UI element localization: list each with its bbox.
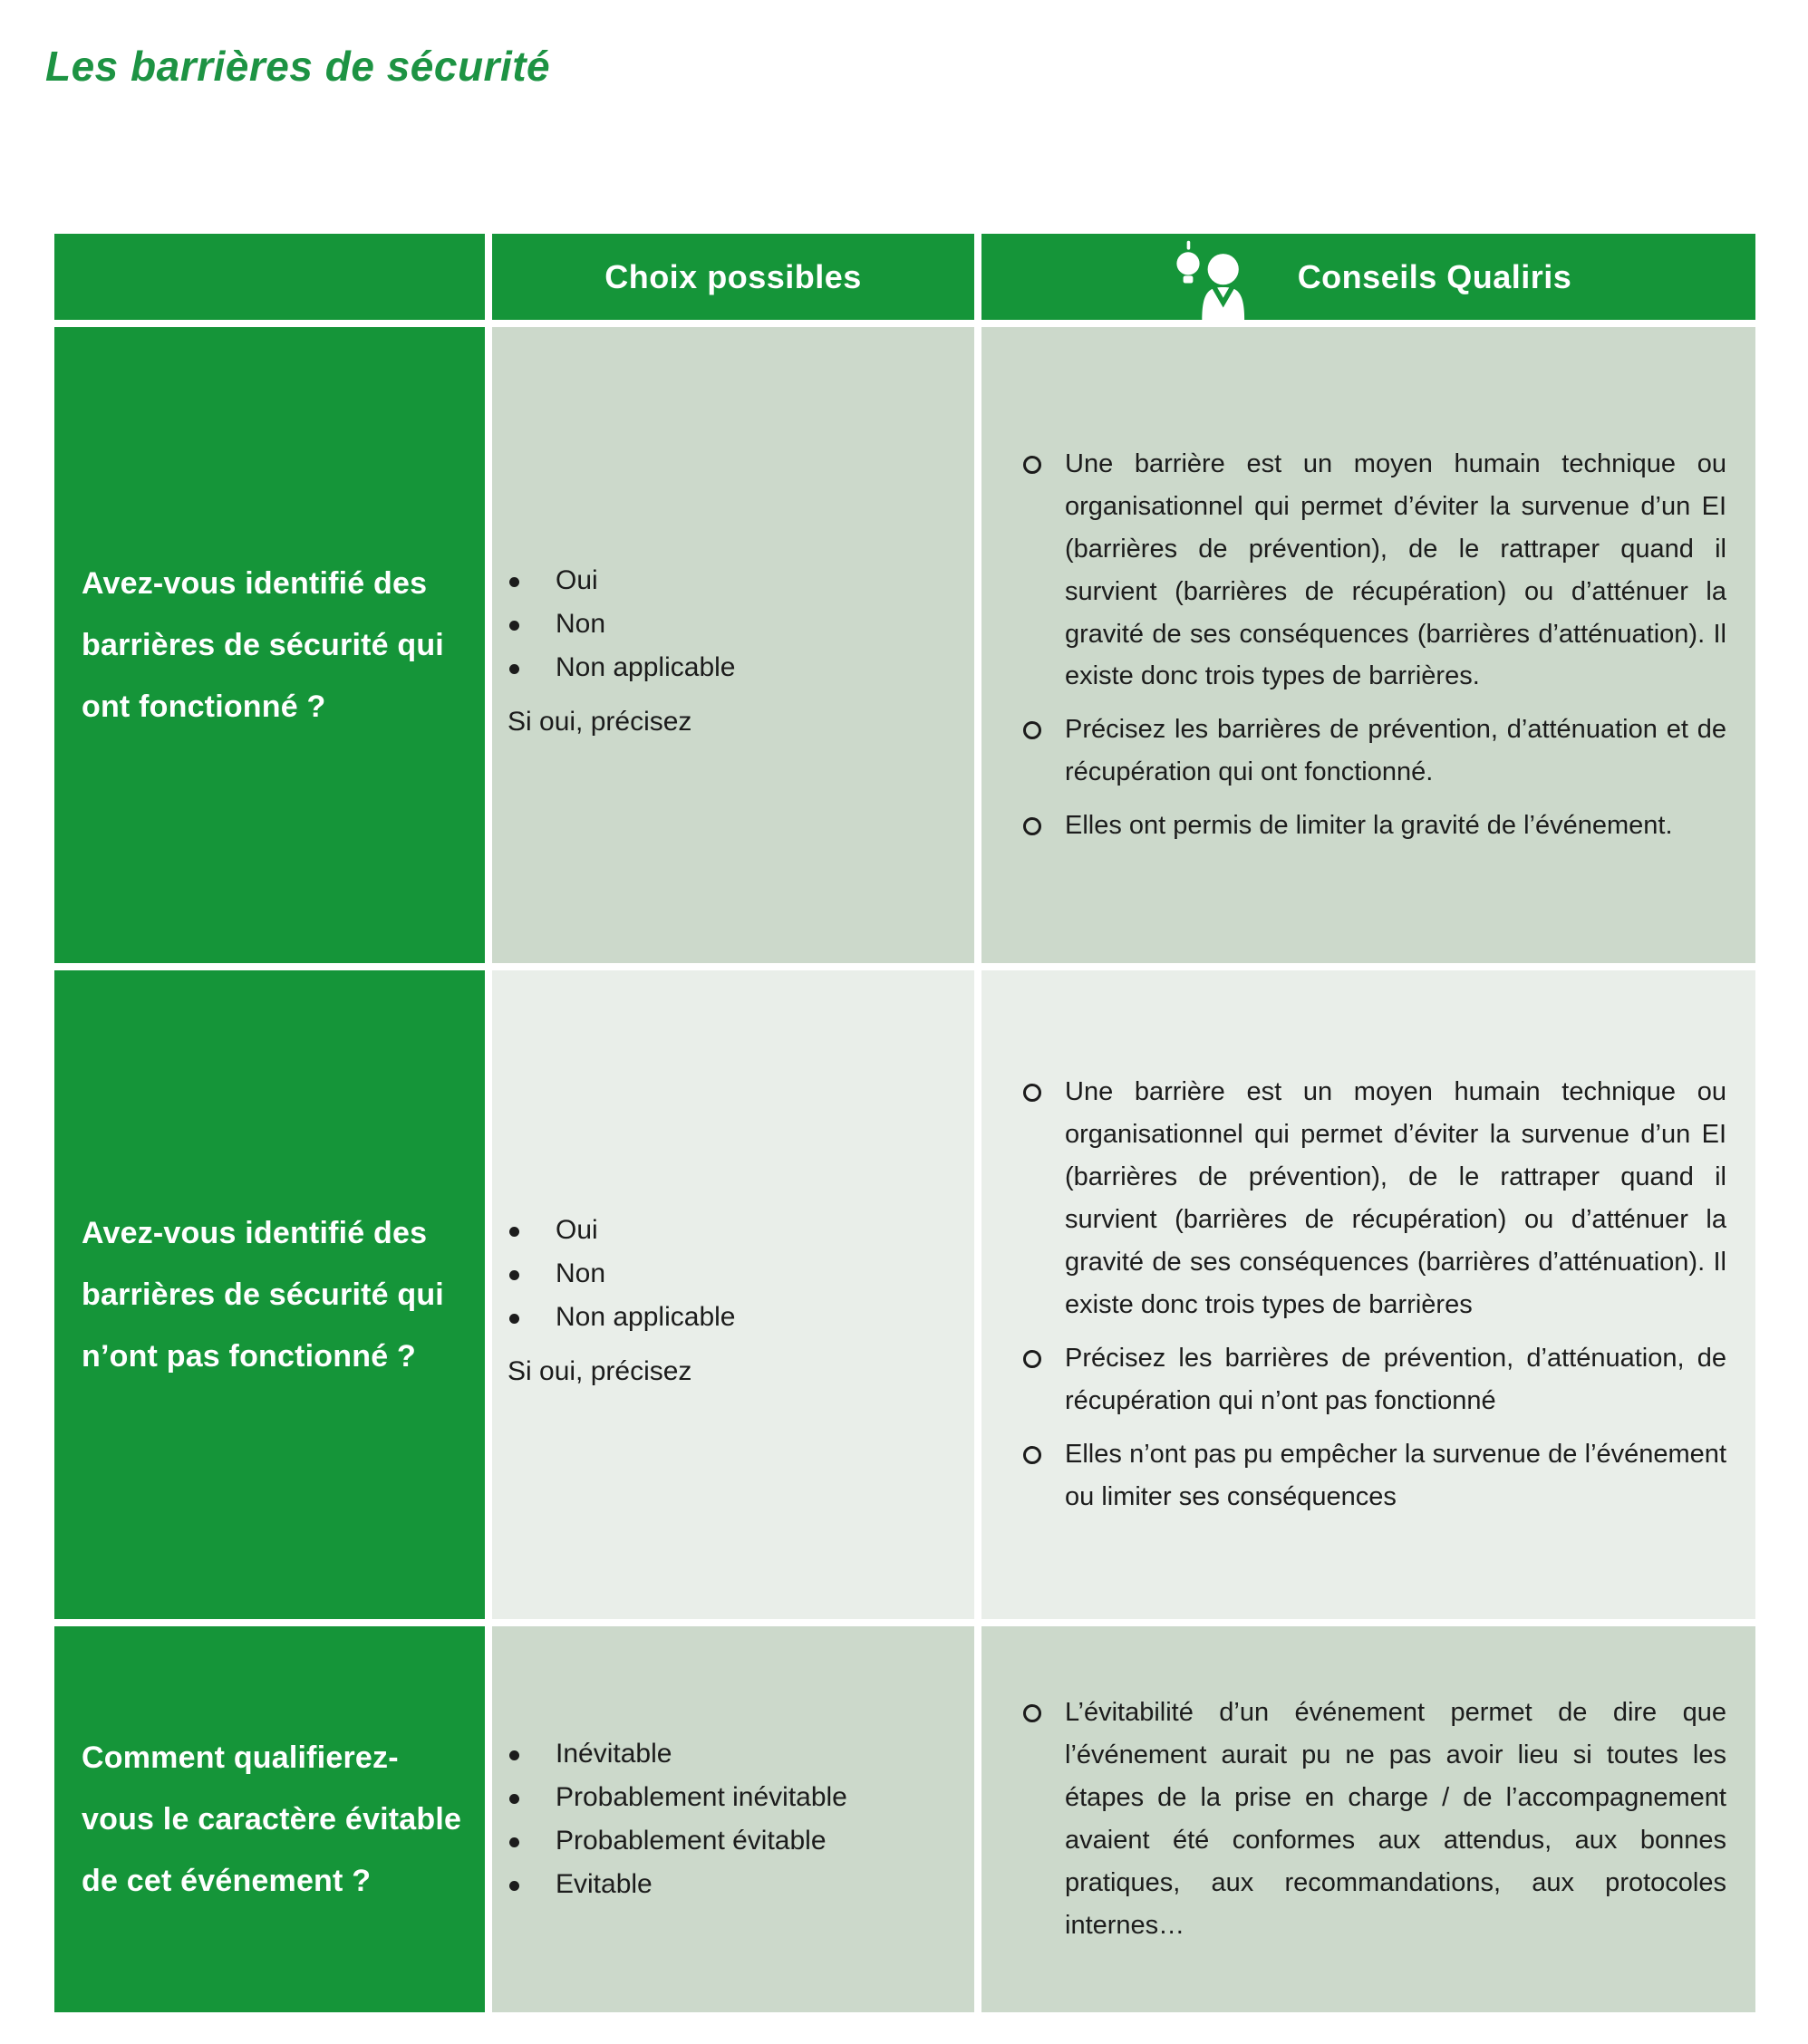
question-cell-3 — [54, 1626, 485, 2012]
barriers-table — [54, 234, 1755, 2012]
choices-list — [508, 1726, 956, 1913]
choice-item: Probablement inévitable — [508, 1782, 956, 1813]
conseil-item: Une barrière est un moyen humain technique ou organisationnel qui permet d’éviter la survenue d’un EI (barrières de prévention), de le rattraper quand il survient (barrières de récupération) ou d’atténuer la gravité de ses conséquences (barrières d’atténuation). Il existe donc trois types de barrières. — [981, 443, 1726, 699]
choices-list — [508, 1202, 956, 1345]
conseil-item: Précisez les barrières de prévention, d’atténuation et de récupération qui ont fonctionné. — [981, 709, 1726, 794]
choice-item: Inévitable — [508, 1739, 956, 1769]
header-question-cell — [54, 234, 485, 320]
conseil-item: Précisez les barrières de prévention, d’atténuation, de récupération qui n’ont pas fonctionné — [981, 1337, 1726, 1422]
header-choices-cell — [492, 234, 974, 320]
conseil-item: Elles ont permis de limiter la gravité de l’événement. — [981, 805, 1726, 847]
header-conseils-label: Conseils Qualiris — [1297, 257, 1572, 295]
question-cell-1 — [54, 327, 485, 963]
choice-item: Oui — [508, 1215, 956, 1246]
choices-note: Si oui, précisez — [508, 707, 692, 737]
question-text: Comment qualifierez-vous le caractère évitable de cet événement ? — [82, 1740, 462, 1898]
choices-cell-2 — [492, 970, 974, 1619]
conseils-list — [981, 1060, 1726, 1529]
choice-item: Evitable — [508, 1869, 956, 1900]
conseil-item: Une barrière est un moyen humain technique ou organisationnel qui permet d’éviter la survenue d’un EI (barrières de prévention), de le rattraper quand il survient (barrières de récupération) ou d’atténuer la gravité de ses conséquences (barrières d’atténuation). Il existe donc trois types de barrières — [981, 1071, 1726, 1326]
choice-item: Probablement évitable — [508, 1826, 956, 1856]
choice-item: Non applicable — [508, 1302, 956, 1333]
choices-list — [508, 553, 956, 696]
page-title: Les barrières de sécurité — [45, 43, 551, 90]
conseils-cell-1 — [981, 327, 1755, 963]
question-cell-2 — [54, 970, 485, 1619]
choice-item: Non — [508, 1258, 956, 1289]
header-conseils-cell — [981, 234, 1755, 320]
person-lightbulb-icon — [1165, 238, 1260, 320]
conseils-cell-2 — [981, 970, 1755, 1619]
choice-item: Non applicable — [508, 652, 956, 683]
conseil-item: L’évitabilité d’un événement permet de dire que l’événement aurait pu ne pas avoir lieu si toutes les étapes de la prise en charge / de l’accompagnement avaient été conformes aux attendus, aux bonnes pratiques, aux recommandations, aux protocoles internes… — [981, 1692, 1726, 1947]
choices-note: Si oui, précisez — [508, 1356, 692, 1386]
conseils-list — [981, 1681, 1726, 1958]
conseils-list — [981, 432, 1726, 859]
choices-cell-3 — [492, 1626, 974, 2012]
conseil-item: Elles n’ont pas pu empêcher la survenue de l’événement ou limiter ses conséquences — [981, 1433, 1726, 1519]
choices-cell-1 — [492, 327, 974, 963]
choice-item: Non — [508, 609, 956, 640]
choice-item: Oui — [508, 565, 956, 596]
conseils-cell-3 — [981, 1626, 1755, 2012]
header-choices-label: Choix possibles — [604, 257, 862, 295]
question-text: Avez-vous identifié des barrières de sécurité qui ont fonctionné ? — [82, 566, 444, 724]
question-text: Avez-vous identifié des barrières de sécurité qui n’ont pas fonctionné ? — [82, 1216, 444, 1374]
